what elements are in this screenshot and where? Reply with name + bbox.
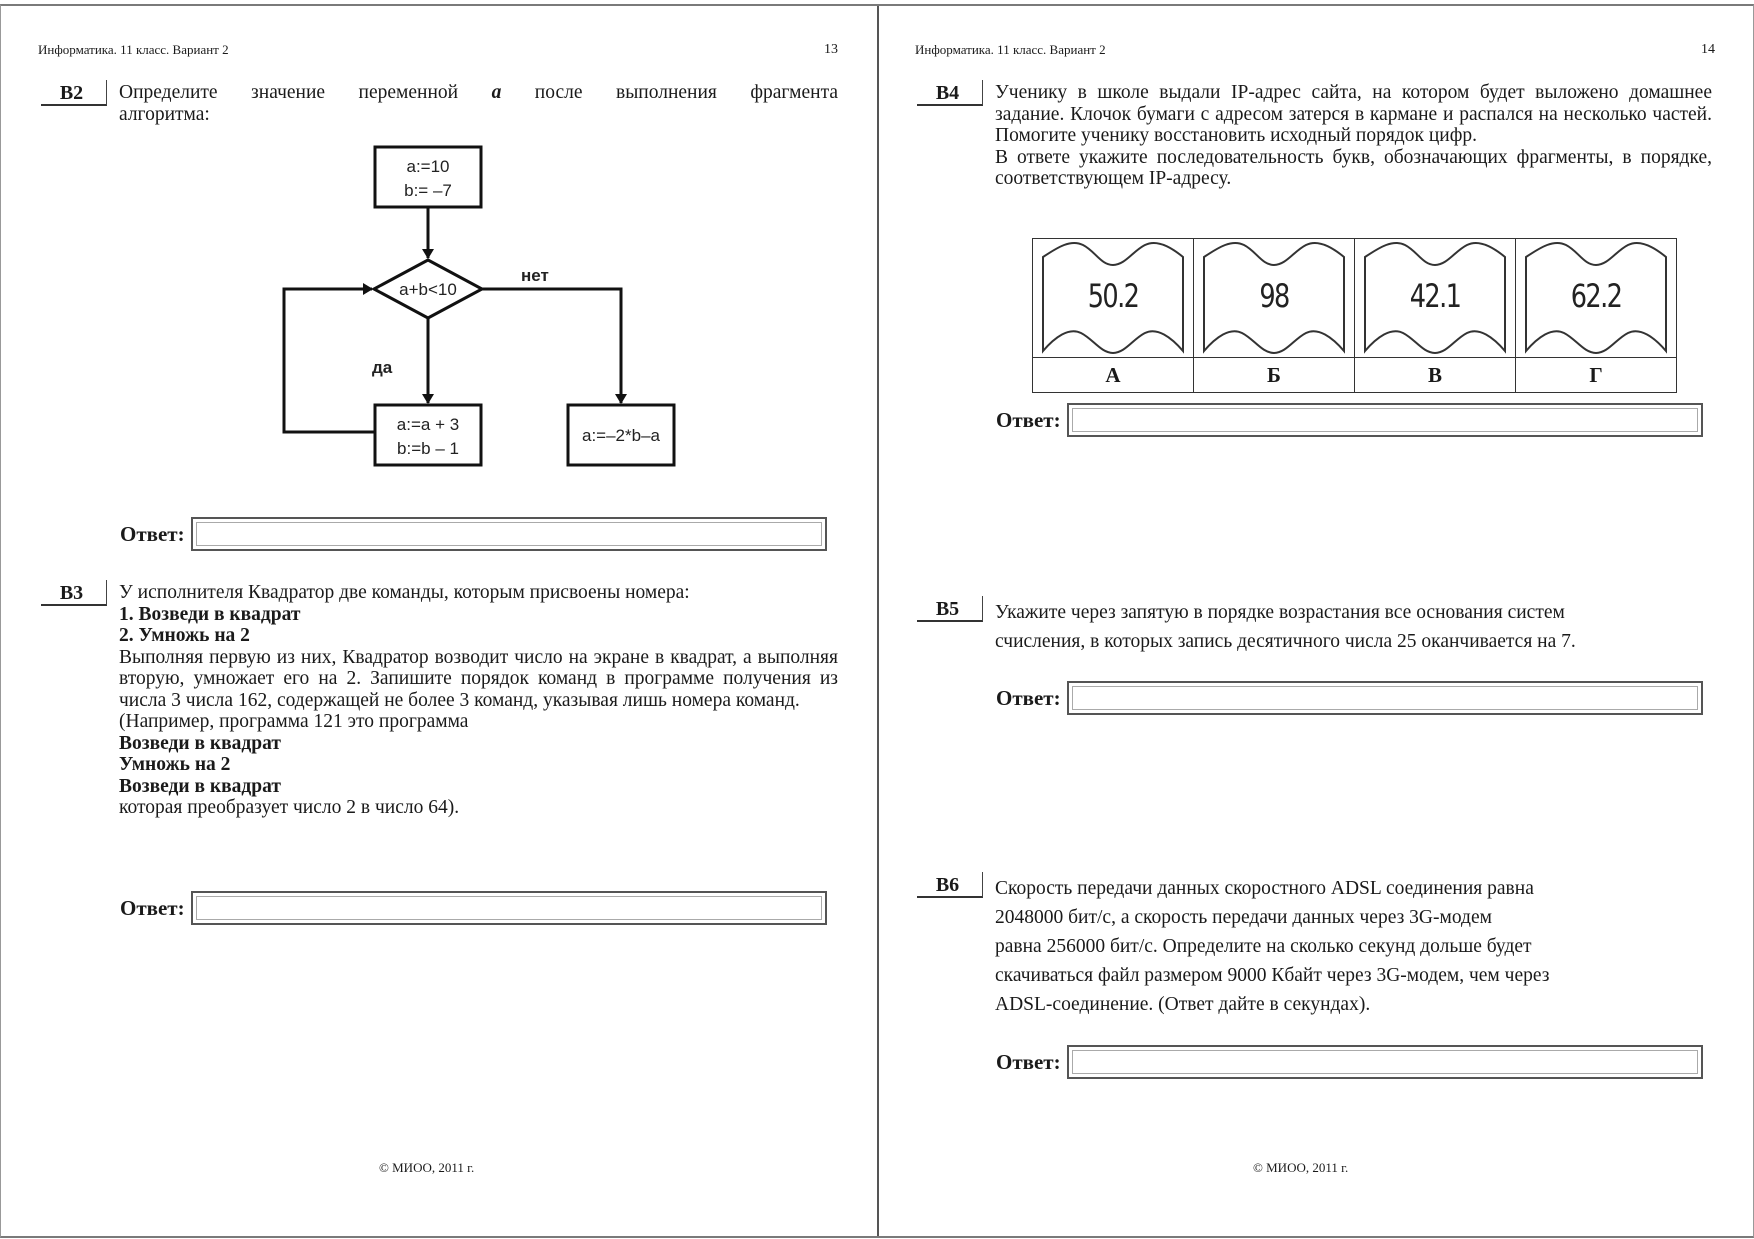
yes-label: да (372, 358, 393, 377)
answer-label: Ответ: (996, 685, 1061, 710)
task-label: B2 (41, 80, 107, 106)
fragment-value: 50.2 (1087, 277, 1139, 315)
example-step: Умножь на 2 (119, 754, 231, 775)
no-label: нет (521, 266, 549, 285)
init-line-2: b:= –7 (404, 181, 452, 200)
loop-line-2: b:=b – 1 (397, 439, 459, 458)
fragment-a (1033, 239, 1194, 358)
text: ADSL-соединение. (Ответ дайте в секундах). (995, 994, 1371, 1015)
text: Скорость передачи данных скоростного ADSL соединения равна (995, 878, 1534, 899)
text: алгоритма: (119, 103, 210, 125)
example-step: Возведи в квадрат (119, 732, 281, 754)
text: после выполнения фрагмента (501, 82, 838, 103)
fragment-g (1516, 239, 1677, 358)
document-spread (0, 4, 1754, 1238)
example-step: Возведи в квадрат (119, 775, 281, 797)
task-text (119, 582, 838, 819)
fragment-value: 42.1 (1409, 277, 1461, 315)
fragment-value: 98 (1259, 277, 1289, 315)
page-number: 14 (1701, 42, 1715, 57)
end-block: a:=–2*b–a (582, 426, 660, 445)
text: Определите значение переменной (119, 82, 492, 103)
text: Укажите через запятую в порядке возрастания все основания систем (995, 602, 1565, 623)
task-text (119, 82, 838, 125)
task-text (995, 874, 1712, 1019)
algorithm-flowchart (276, 141, 696, 471)
answer-row-b5 (996, 681, 1703, 715)
text: 2048000 бит/с, а скорость передачи данных через 3G-модем (995, 907, 1492, 928)
task-label: B4 (917, 80, 983, 106)
init-line-1: a:=10 (406, 157, 450, 176)
answer-row-b2 (120, 517, 827, 551)
fragment-b (1194, 239, 1355, 358)
command-2: 2. Умножь на 2 (119, 625, 250, 646)
answer-input-b6[interactable] (1067, 1045, 1703, 1079)
text: (Например, программа 121 это программа (119, 711, 469, 732)
fragment-letter: В (1355, 358, 1516, 393)
answer-label: Ответ: (996, 407, 1061, 432)
answer-row-b3 (120, 891, 827, 925)
task-text (995, 598, 1712, 656)
command-1: 1. Возведи в квадрат (119, 603, 301, 625)
variable-name: a (491, 82, 502, 103)
fragment-letter: Б (1194, 358, 1355, 393)
text: счисления, в которых запись десятичного числа 25 оканчивается на 7. (995, 631, 1576, 652)
text: которая преобразует число 2 в число 64). (119, 797, 460, 818)
loop-line-1: a:=a + 3 (396, 415, 460, 434)
answer-row-b6 (996, 1045, 1703, 1079)
task-text (995, 82, 1712, 190)
answer-input-b5[interactable] (1067, 681, 1703, 715)
answer-label: Ответ: (120, 521, 185, 546)
answer-label: Ответ: (120, 895, 185, 920)
answer-input-b4[interactable] (1067, 403, 1703, 437)
answer-input-b3[interactable] (191, 891, 827, 925)
page-14 (879, 6, 1753, 1236)
fragment-letter: Г (1516, 358, 1677, 393)
page-footer: © МИОО, 2011 г. (1253, 1160, 1349, 1175)
text: Ученику в школе выдали IP-адрес сайта, на котором будет выложено домашнее задание. Клочок бумаги с адресом затерся в кармане и распался на несколько частей. Помогите ученику восстановить исходный порядок цифр. (995, 82, 1712, 146)
task-label: B3 (41, 580, 107, 606)
fragment-value: 62.2 (1570, 277, 1622, 315)
text: В ответе укажите последовательность букв, обозначающих фрагменты, в порядке, соответствующем IP-адресу. (995, 146, 1712, 189)
task-label: B5 (917, 596, 983, 622)
text: скачиваться файл размером 9000 Кбайт через 3G-модем, чем через (995, 965, 1550, 986)
answer-row-b4 (996, 403, 1703, 437)
running-head: Информатика. 11 класс. Вариант 2 (38, 42, 229, 57)
page-footer: © МИОО, 2011 г. (379, 1160, 475, 1175)
page-13 (1, 6, 879, 1236)
ip-fragments-table (1032, 238, 1677, 393)
fragment-letter: А (1033, 358, 1194, 393)
answer-input-b2[interactable] (191, 517, 827, 551)
text: Выполняя первую из них, Квадратор возводит число на экране в квадрат, а выполняя вторую, умножает его на 2. Запишите порядок команд в программе получения из числа 3 числа 162, содержащей не более 3 команд, указывая лишь номера команд. (119, 646, 838, 711)
text: У исполнителя Квадратор две команды, которым присвоены номера: (119, 582, 690, 603)
fragment-v (1355, 239, 1516, 358)
page-number: 13 (824, 42, 838, 57)
condition: a+b<10 (399, 280, 457, 299)
text: равна 256000 бит/с. Определите на сколько секунд дольше будет (995, 936, 1532, 957)
task-label: B6 (917, 872, 983, 898)
running-head: Информатика. 11 класс. Вариант 2 (915, 42, 1106, 57)
answer-label: Ответ: (996, 1049, 1061, 1074)
